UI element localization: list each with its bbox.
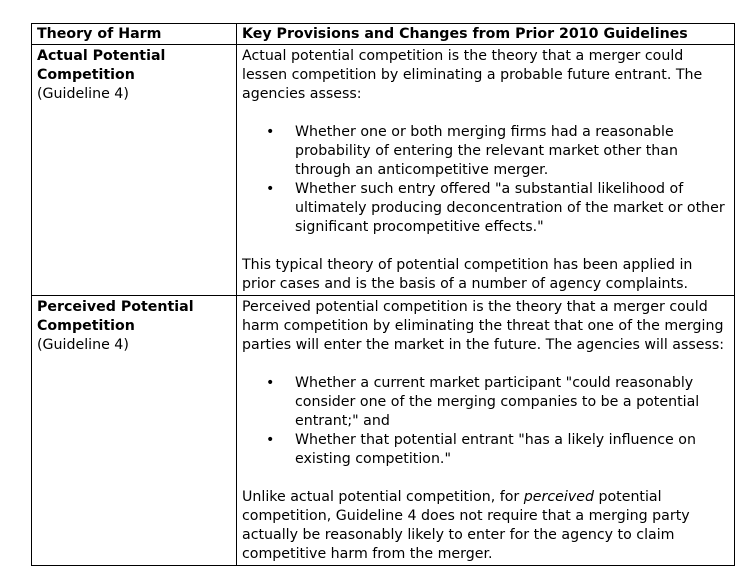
- paragraph-gap: [242, 469, 730, 488]
- header-row: [32, 24, 735, 45]
- theory-name: Perceived Potential Competition: [37, 299, 194, 334]
- bullet-icon: •: [266, 181, 275, 197]
- closing-emphasis: perceived: [523, 489, 594, 505]
- bullet-text: Whether that potential entrant "has a likely influence on existing competition.": [295, 432, 696, 467]
- closing-text-start: Unlike actual potential competition, for: [242, 489, 524, 505]
- bullet-text: Whether such entry offered "a substantial likelihood of ultimately producing deconcentration of the market or other significant procompetitive effects.": [295, 181, 725, 235]
- list-item: [266, 431, 730, 469]
- table-row: [32, 45, 735, 296]
- guideline-reference: (Guideline 4): [37, 337, 129, 353]
- bullet-text: Whether a current market participant "could reasonably consider one of the merging companies to be a potential entrant;" and: [295, 375, 700, 429]
- intro-paragraph: Perceived potential competition is the theory that a merger could harm competition by eliminating the threat that one of the merging parties will enter the market in the future. The agencies will assess:: [242, 299, 725, 353]
- list-item: [266, 374, 730, 431]
- provisions-cell: [237, 45, 735, 296]
- closing-text-end: potential competition, Guideline 4 does not require that a merging party actually be reasonably likely to enter for the agency to claim competitive harm from the merger.: [242, 489, 690, 562]
- theory-cell: [32, 45, 237, 296]
- bullet-list: [242, 374, 730, 469]
- provisions-cell: [237, 296, 735, 566]
- intro-paragraph: Actual potential competition is the theory that a merger could lessen competition by eliminating a probable future entrant. The agencies assess:: [242, 48, 703, 102]
- list-item: [266, 123, 730, 180]
- bullet-icon: •: [266, 124, 275, 140]
- bullet-text: Whether one or both merging firms had a reasonable probability of entering the relevant market other than through an anticompetitive merger.: [295, 124, 678, 178]
- closing-paragraph: [242, 488, 730, 564]
- bullet-icon: •: [266, 375, 275, 391]
- paragraph-gap: [242, 237, 730, 256]
- header-key-provisions: Key Provisions and Changes from Prior 2010 Guidelines: [237, 24, 735, 45]
- list-item: [266, 180, 730, 237]
- closing-paragraph: This typical theory of potential competition has been applied in prior cases and is the basis of a number of agency complaints.: [242, 257, 693, 292]
- theory-name: Actual Potential Competition: [37, 48, 166, 83]
- theory-cell: [32, 296, 237, 566]
- guideline-reference: (Guideline 4): [37, 86, 129, 102]
- theory-of-harm-table: [31, 23, 735, 566]
- paragraph-gap: [242, 104, 730, 123]
- table-row: [32, 296, 735, 566]
- bullet-icon: •: [266, 432, 275, 448]
- bullet-list: [242, 123, 730, 237]
- paragraph-gap: [242, 355, 730, 374]
- header-theory-of-harm: Theory of Harm: [32, 24, 237, 45]
